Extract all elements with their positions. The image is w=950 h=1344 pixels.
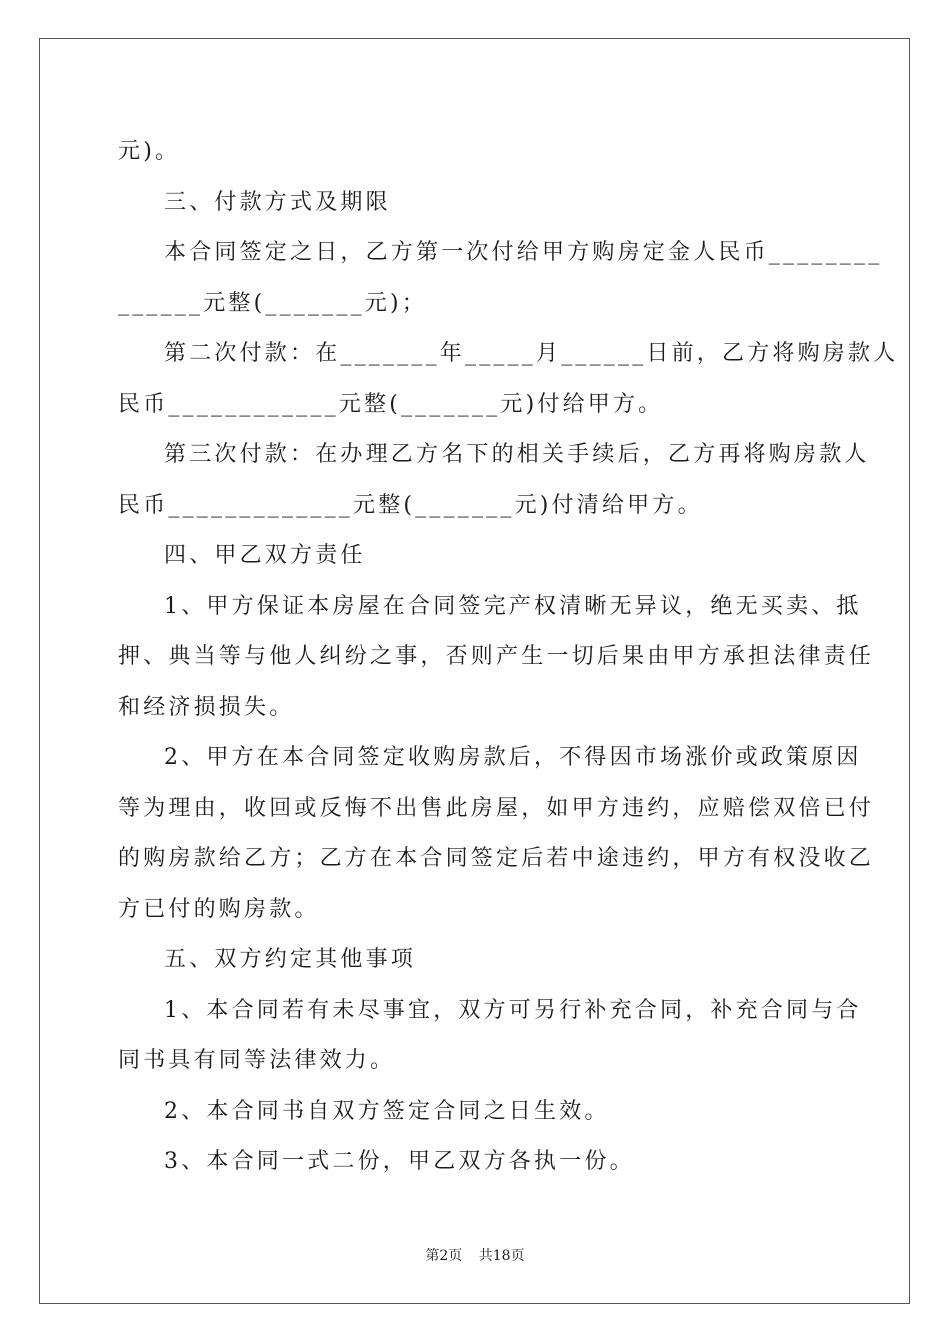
text-line: 1、本合同若有未尽事宜，双方可另行补充合同，补充合同与合	[164, 997, 862, 1023]
text-line: 押、典当等与他人纠纷之事，否则产生一切后果由甲方承担法律责任	[118, 644, 875, 669]
text-line: 同书具有同等法律效力。	[118, 1048, 396, 1073]
page-footer	[0, 1245, 950, 1265]
text-line: 2、本合同书自双方签定合同之日生效。	[164, 1098, 610, 1124]
section-heading: 三、付款方式及期限	[164, 189, 391, 215]
text-line: 3、本合同一式二份，甲乙双方各执一份。	[164, 1149, 635, 1174]
text-line: 方已付的购房款。	[118, 896, 320, 922]
document-body	[118, 127, 899, 1188]
text-line: 和经济损损失。	[118, 694, 295, 720]
text-line: 1、甲方保证本房屋在合同签完产权清晰无异议，绝无买卖、抵	[164, 593, 862, 619]
text-line: 等为理由，收回或反悔不出售此房屋，如甲方违约，应赔偿双倍已付	[118, 795, 875, 821]
section-heading: 五、双方约定其他事项	[164, 947, 417, 972]
section-heading: 四、甲乙双方责任	[164, 543, 366, 568]
text-line: ______元整(_______元)；	[118, 290, 427, 316]
text-line: 本合同签定之日，乙方第一次付给甲方购房定金人民币________	[164, 240, 883, 265]
text-line: 第二次付款：在_______年_____月______日前，乙方将购房款人	[164, 341, 899, 366]
text-line: 第三次付款：在办理乙方名下的相关手续后，乙方再将购房款人	[164, 442, 870, 467]
page-total: 共18页	[478, 1248, 525, 1264]
page-number: 第2页	[425, 1248, 463, 1264]
text-line: 民币_____________元整(_______元)付清给甲方。	[118, 492, 703, 518]
text-line: 的购房款给乙方；乙方在本合同签定后若中途违约，甲方有权没收乙	[118, 846, 875, 871]
text-line: 2、甲方在本合同签定收购房款后，不得因市场涨价或政策原因	[164, 745, 862, 770]
text-line: 元)。	[118, 139, 181, 164]
text-line: 民币____________元整(_______元)付给甲方。	[118, 391, 664, 417]
